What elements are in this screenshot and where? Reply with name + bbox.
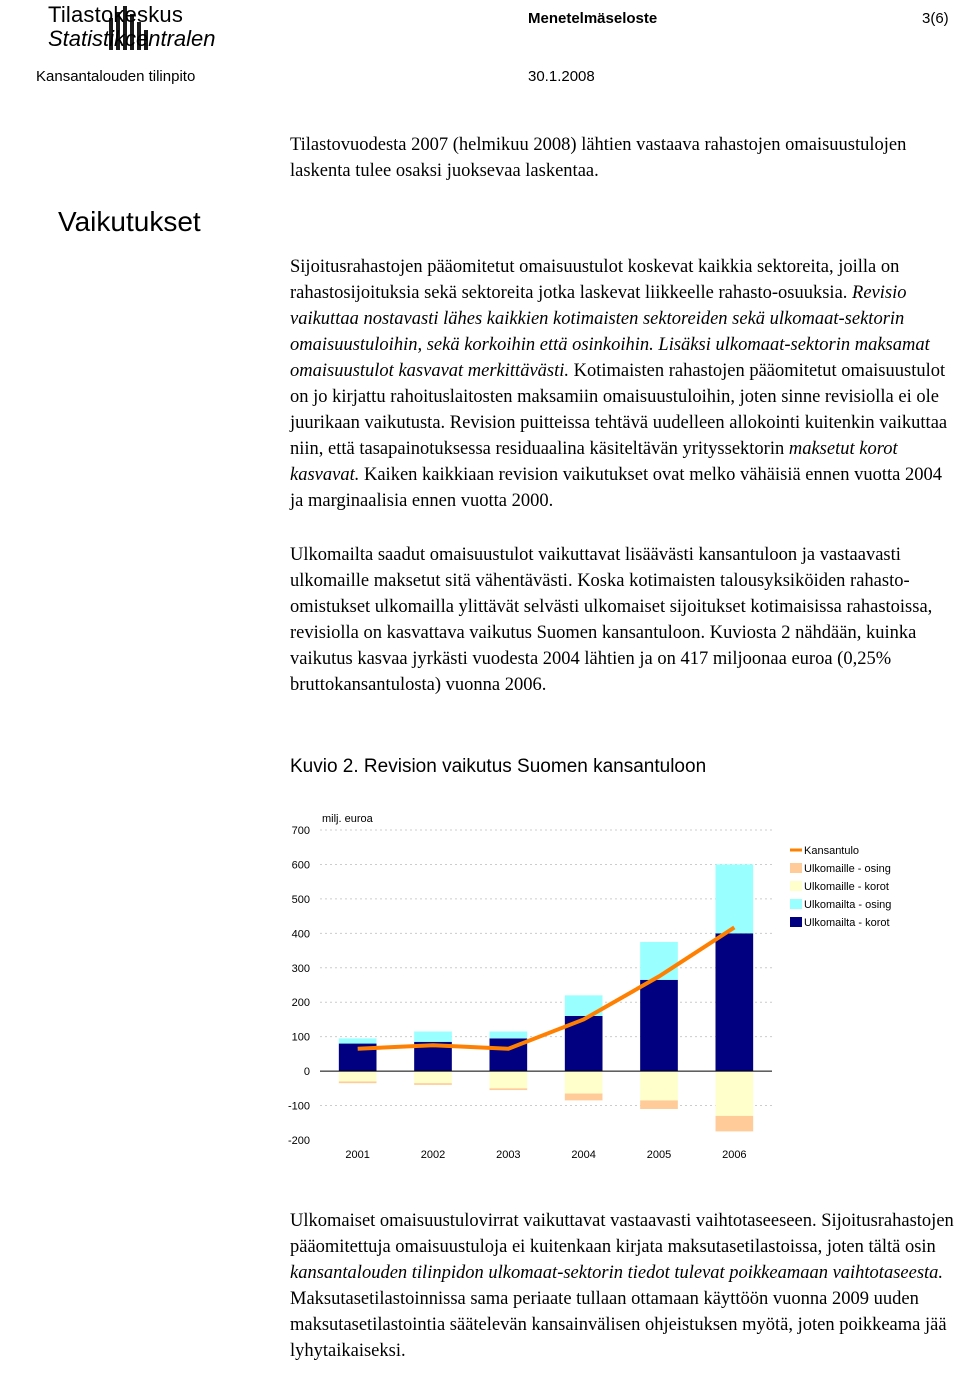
x-tick-label: 2001	[345, 1149, 370, 1161]
p1-text-b: Revisio vaikuttaa nostavasti lähes kaikkien kotimaisten sektoreiden sekä ulkomaat-sektorin omaisuustuloihin, sekä korkoihin että osinkoihin. Lisäksi ulkomaat-sektorin maksamat omaisuustulot kasvavat merkittävästi.	[290, 283, 930, 381]
line-kansantulo	[358, 927, 735, 1048]
legend-swatch	[790, 863, 802, 873]
intro-text: Tilastovuodesta 2007 (helmikuu 2008) lähtien vastaava rahastojen omaisuustulojen laskenta tulee osaksi juoksevaa laskentaa.	[290, 135, 907, 181]
bar-ulkomailta-korot-2005	[640, 980, 678, 1071]
legend-label: Ulkomailta - osing	[804, 899, 892, 911]
p1-text-c: Kotimaisten rahastojen pääomitetut omaisuustulot on jo kirjattu rahoituslaitosten maksamiin omaisuustuloihin, joten sinne revisiolla ei ole juurikaan vaikutusta. Revision puitteissa tehtävä uudelleen allokointi kuitenkin vaikuttaa niin, että tasapainotuksessa residuaalina käsiteltävän yrityssektorin	[290, 361, 948, 459]
page-number: 3(6)	[922, 10, 949, 27]
figure-caption: Kuvio 2. Revision vaikutus Suomen kansantuloon	[290, 756, 707, 777]
logo-text-sv: Statistikcentralen	[48, 26, 216, 51]
legend-label: Ulkomailta - korot	[804, 917, 890, 929]
bar-ulkomaille-osingot-2003	[490, 1088, 528, 1090]
legend-swatch	[790, 917, 802, 927]
legend-label: Ulkomaille - korot	[804, 881, 889, 893]
paragraph-2	[290, 542, 956, 698]
bar-ulkomaille-osingot-2006	[716, 1116, 754, 1132]
legend-swatch	[790, 881, 802, 891]
legend-label: Kansantulo	[804, 845, 860, 857]
x-tick-label: 2002	[420, 1149, 446, 1161]
y-tick-label: -200	[287, 1135, 310, 1147]
y-tick-label: 700	[291, 825, 310, 837]
y-tick-label: 300	[291, 962, 310, 975]
y-tick-label: -100	[287, 1100, 310, 1113]
bar-ulkomaille-osingot-2002	[414, 1083, 452, 1085]
p2-text: Ulkomailta saadut omaisuustulot vaikuttavat lisäävästi kansantuloon ja vastaavasti ulkomaille maksetut sitä vähentävästi. Koska kotimaisten talousyksiköiden rahasto-omistukset ulkomailla ylittävät selvästi ulkomaiset sijoitukset kotimaisissa rahastoissa, revisiolla on kasvattava vaikutus Suomen kansantuloon. Kuviosta 2 nähdään, kuinka vaikutus kasvaa jyrkästi vuodesta 2004 lähtien ja on 417 miljoonaa euroa (0,25% bruttokansantulosta) vuonna 2006.	[290, 545, 933, 695]
bar-ulkomaille-korot-2001	[339, 1071, 377, 1081]
bar-ulkomaille-korot-2005	[640, 1071, 678, 1100]
y-unit-label: milj. euroa	[322, 813, 373, 825]
bar-ulkomailta-osingot-2006	[716, 864, 754, 933]
x-tick-label: 2003	[496, 1149, 521, 1161]
revision-impact-chart	[270, 800, 910, 1180]
bar-ulkomaille-osingot-2005	[640, 1100, 678, 1109]
document-date: 30.1.2008	[528, 68, 595, 85]
p1-text-a: Sijoitusrahastojen pääomitetut omaisuustulot koskevat kaikkia sektoreita, joilla on rahastosijoituksia sekä sektoreita jotka laskevat liikkeelle rahasto-osuuksia.	[290, 257, 900, 303]
paragraph-1	[290, 254, 956, 514]
document-subtitle: Kansantalouden tilinpito	[36, 68, 196, 85]
bar-ulkomaille-osingot-2001	[339, 1081, 377, 1083]
intro-paragraph	[290, 132, 956, 184]
document-type: Menetelmäseloste	[528, 10, 658, 27]
bar-ulkomaille-osingot-2004	[565, 1094, 603, 1101]
bar-ulkomaille-korot-2002	[414, 1071, 452, 1083]
paragraph-3	[290, 1208, 956, 1364]
logo-text-fi: Tilastokeskus	[48, 2, 184, 27]
legend-swatch	[790, 899, 802, 909]
y-tick-label: 600	[291, 859, 310, 872]
bar-ulkomaille-korot-2006	[716, 1071, 754, 1116]
legend-label: Ulkomaille - osing	[804, 863, 891, 875]
bar-ulkomailta-osingot-2001	[339, 1038, 377, 1043]
bar-ulkomaille-korot-2003	[490, 1071, 528, 1088]
p3-text-b: kansantalouden tilinpidon ulkomaat-sektorin tiedot tulevat poikkeamaan vaihtotaseesta.	[290, 1263, 944, 1283]
p3-text-c: Maksutasetilastoinnissa sama periaate tullaan ottamaan käyttöön vuonna 2009 uuden maksutasetilastointia säätelevän kansainvälisen ohjeistuksen myötä, joten poikkeama jää lyhytaikaiseksi.	[290, 1289, 947, 1361]
section-heading: Vaikutukset	[58, 206, 201, 237]
y-tick-label: 200	[291, 997, 310, 1010]
bar-ulkomailta-korot-2006	[716, 933, 754, 1071]
bar-ulkomailta-osingot-2002	[414, 1032, 452, 1042]
y-tick-label: 500	[291, 893, 310, 906]
y-tick-label: 0	[303, 1066, 310, 1079]
bar-ulkomaille-korot-2004	[565, 1071, 603, 1093]
p3-text-a: Ulkomaiset omaisuustulovirrat vaikuttavat vastaavasti vaihtotaseeseen. Sijoitusrahastojen pääomitettuja omaisuustuloja ei kuitenkaan kirjata maksutasetilastoissa, joten tältä osin	[290, 1211, 954, 1257]
x-tick-label: 2006	[722, 1149, 747, 1161]
bar-ulkomailta-osingot-2003	[490, 1032, 528, 1039]
x-tick-label: 2005	[646, 1149, 672, 1161]
p1-text-e: Kaiken kaikkiaan revision vaikutukset ovat melko vähäisiä ennen vuotta 2004 ja marginaalisia ennen vuotta 2000.	[290, 465, 942, 511]
x-tick-label: 2004	[571, 1149, 596, 1161]
y-tick-label: 400	[291, 928, 310, 941]
y-tick-label: 100	[291, 1031, 310, 1044]
p1-text-d: maksetut korot kasvavat.	[290, 439, 898, 485]
